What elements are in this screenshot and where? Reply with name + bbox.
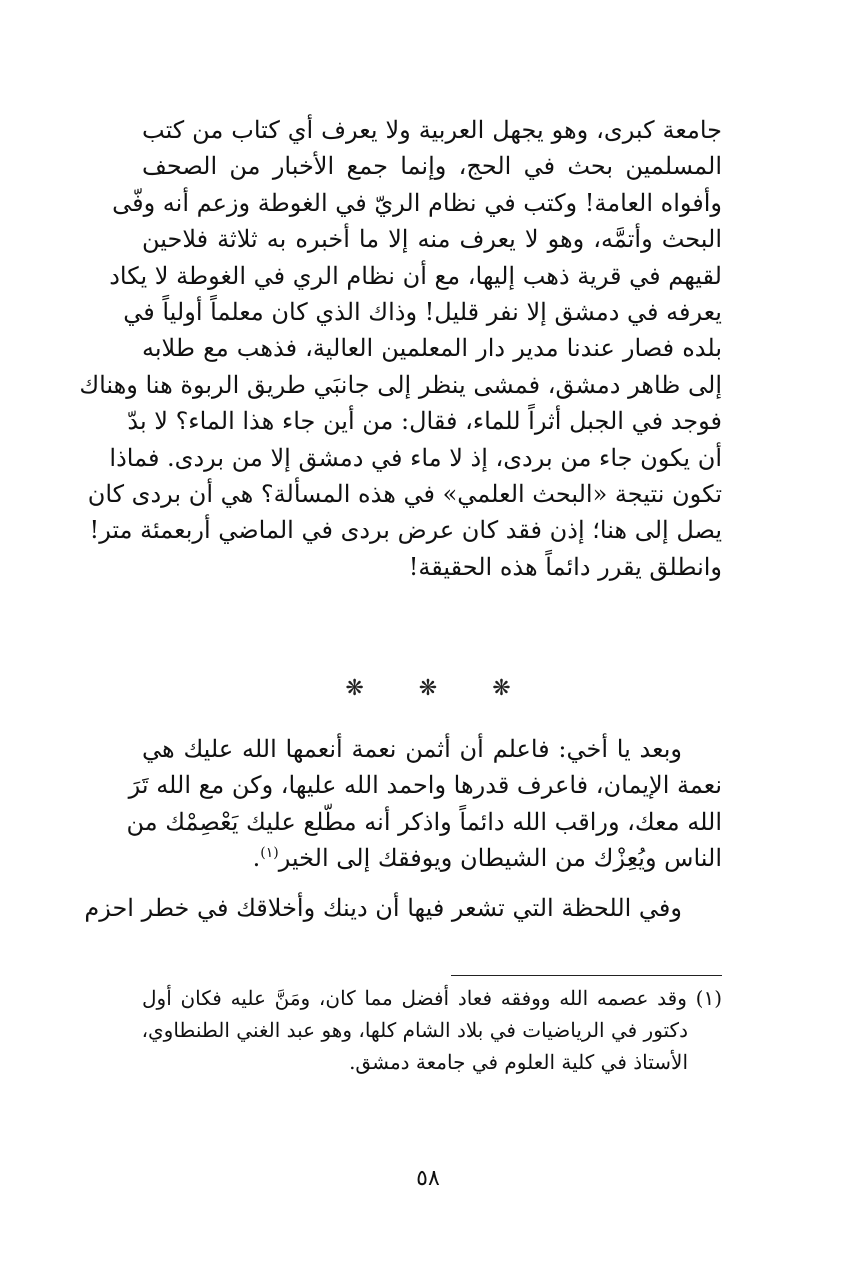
text-line: تكون نتيجة «البحث العلمي» في هذه المسألة؟ هي أن بردى كان [87,480,722,509]
footnote-line: الأستاذ في كلية العلوم في جامعة دمشق. [349,1050,688,1074]
section-separator: ❋ ❋ ❋ [345,676,535,701]
paragraph-3 [84,890,722,926]
footnote-reference[interactable]: (١) [260,845,279,862]
text-line: يصل إلى هنا؛ إذن فقد كان عرض بردى في الماضي أربعمئة متر! [89,516,722,545]
text-line: البحث وأتمَّه، وهو لا يعرف منه إلا ما أخبره به ثلاثة فلاحين [142,225,722,254]
footnotes [142,982,722,1078]
footnote-divider [451,975,722,976]
footnote-line: (١) وقد عصمه الله ووفقه فعاد أفضل مما كان، ومَنَّ عليه فكان أول [142,986,722,1010]
footnote-line: دكتور في الرياضيات في بلاد الشام كلها، وهو عبد الغني الطنطاوي، [141,1018,688,1042]
text-line [142,840,722,876]
text-line: لقيهم في قرية ذهب إليها، مع أن نظام الري في الغوطة لا يكاد [109,261,722,290]
text-line: وانطلق يقرر دائماً هذه الحقيقة! [408,552,722,581]
text-line: بلده فصار عندنا مدير دار المعلمين العالية، فذهب مع طلابه [142,334,722,363]
text-line: وفي اللحظة التي تشعر فيها أن دينك وأخلاقك في خطر احزم [84,894,682,922]
text-line: جامعة كبرى، وهو يجهل العربية ولا يعرف أي كتاب من كتب [142,116,722,144]
text-line: المسلمين بحث في الحج، وإنما جمع الأخبار من الصحف [142,152,722,181]
text-line: فوجد في الجبل أثراً للماء، فقال: من أين جاء هذا الماء؟ لا بدّ [127,407,722,436]
paragraph-2 [126,731,722,877]
text-line: نعمة الإيمان، فاعرف قدرها واحمد الله عليها، وكن مع الله تَرَ [128,771,722,800]
text-line: الله معك، وراقب الله دائماً واذكر أنه مطّلع عليك يَعْصِمْك من [126,807,722,836]
sentence-end: . [252,844,261,873]
text-line: يعرفه في دمشق إلا نفر قليل! وذاك الذي كان معلماً أولياً في [123,298,722,327]
text-line-content: الناس ويُعِزْك من الشيطان ويوفقك إلى الخير [278,844,722,873]
text-line: إلى ظاهر دمشق، فمشى ينظر إلى جانبَي طريق الربوة هنا وهناك [79,370,722,399]
paragraph-1 [79,112,722,585]
text-line: أن يكون جاء من بردى، إذ لا ماء في دمشق إلا من بردى. فماذا [109,443,722,472]
text-line: وبعد يا أخي: فاعلم أن أثمن نعمة أنعمها الله عليك هي [142,735,682,763]
text-line: وأفواه العامة! وكتب في نظام الريّ في الغوطة وزعم أنه وفّى [112,188,722,217]
page-number: ٥٨ [416,1166,440,1191]
